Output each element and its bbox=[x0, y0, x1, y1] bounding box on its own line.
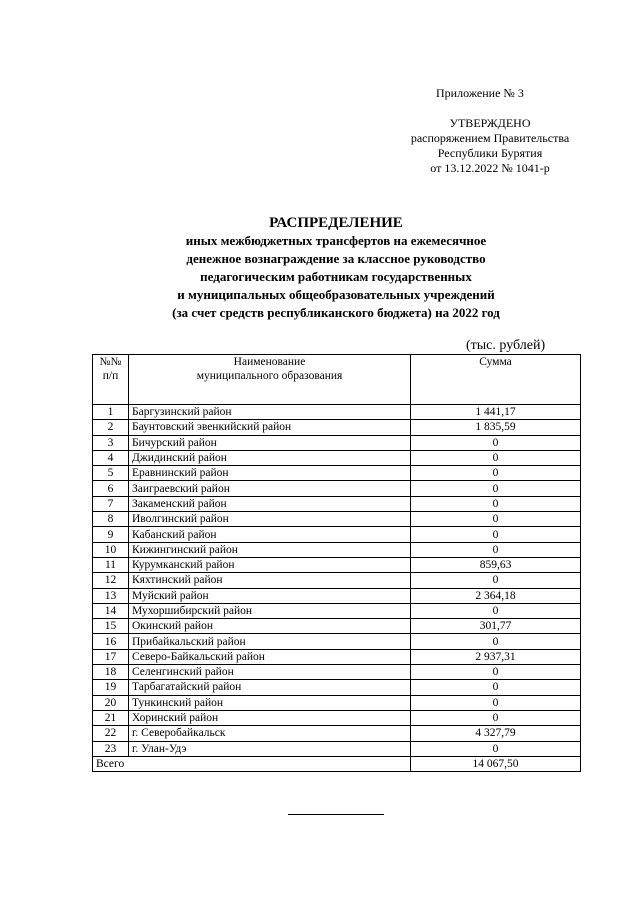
table-row bbox=[93, 420, 581, 435]
row-sum: 1 441,17 bbox=[411, 405, 581, 420]
row-number: 3 bbox=[93, 435, 129, 450]
table-row bbox=[93, 710, 581, 725]
row-municipality: Хоринский район bbox=[129, 710, 411, 725]
row-municipality: Заиграевский район bbox=[129, 481, 411, 496]
row-number: 14 bbox=[93, 603, 129, 618]
row-sum: 0 bbox=[411, 665, 581, 680]
row-number: 11 bbox=[93, 557, 129, 572]
row-sum: 0 bbox=[411, 741, 581, 756]
table-row bbox=[93, 496, 581, 511]
header-num bbox=[93, 355, 129, 405]
table-row bbox=[93, 542, 581, 557]
row-municipality: Тункинский район bbox=[129, 695, 411, 710]
row-sum: 0 bbox=[411, 542, 581, 557]
row-number: 9 bbox=[93, 527, 129, 542]
row-municipality: Курумканский район bbox=[129, 557, 411, 572]
approved-stamp: УТВЕРЖДЕНО bbox=[449, 116, 531, 130]
table-row bbox=[93, 741, 581, 756]
subtitle-line: денежное вознаграждение за классное руководство bbox=[186, 251, 486, 266]
row-number: 19 bbox=[93, 680, 129, 695]
table-row bbox=[93, 603, 581, 618]
row-municipality: г. Северобайкальск bbox=[129, 726, 411, 741]
row-number: 20 bbox=[93, 695, 129, 710]
row-number: 7 bbox=[93, 496, 129, 511]
row-number: 17 bbox=[93, 649, 129, 664]
table-row bbox=[93, 527, 581, 542]
row-number: 16 bbox=[93, 634, 129, 649]
row-sum: 0 bbox=[411, 435, 581, 450]
row-number: 23 bbox=[93, 741, 129, 756]
row-sum: 0 bbox=[411, 466, 581, 481]
distribution-table bbox=[92, 354, 581, 772]
header-num-line-1: №№ bbox=[99, 356, 122, 368]
row-sum: 1 835,59 bbox=[411, 420, 581, 435]
header-num-line-2: п/п bbox=[102, 370, 119, 382]
row-municipality: Баргузинский район bbox=[129, 405, 411, 420]
row-number: 22 bbox=[93, 726, 129, 741]
table-row bbox=[93, 512, 581, 527]
row-number: 4 bbox=[93, 450, 129, 465]
header-sum: Сумма bbox=[411, 355, 581, 405]
closing-underline bbox=[288, 814, 384, 815]
total-sum: 14 067,50 bbox=[411, 756, 581, 771]
row-sum: 0 bbox=[411, 710, 581, 725]
row-sum: 859,63 bbox=[411, 557, 581, 572]
table-row bbox=[93, 466, 581, 481]
table-row bbox=[93, 695, 581, 710]
subtitle-line: педагогическим работникам государственных bbox=[200, 269, 472, 284]
row-number: 12 bbox=[93, 573, 129, 588]
row-sum: 0 bbox=[411, 695, 581, 710]
subtitle-line: иных межбюджетных трансфертов на ежемесячное bbox=[185, 233, 487, 248]
row-sum: 301,77 bbox=[411, 619, 581, 634]
approved-by-line-1: распоряжением Правительства bbox=[410, 131, 570, 145]
table-row bbox=[93, 588, 581, 603]
row-sum: 0 bbox=[411, 481, 581, 496]
row-municipality: Северо-Байкальский район bbox=[129, 649, 411, 664]
row-municipality: Баунтовский эвенкийский район bbox=[129, 420, 411, 435]
row-municipality: Кижингинский район bbox=[129, 542, 411, 557]
header-name-line-1: Наименование bbox=[233, 356, 306, 368]
row-number: 8 bbox=[93, 512, 129, 527]
row-sum: 2 937,31 bbox=[411, 649, 581, 664]
row-municipality: Кяхтинский район bbox=[129, 573, 411, 588]
table-row bbox=[93, 557, 581, 572]
row-number: 18 bbox=[93, 665, 129, 680]
table-row bbox=[93, 573, 581, 588]
table-header-row bbox=[93, 355, 581, 405]
row-number: 13 bbox=[93, 588, 129, 603]
table-row bbox=[93, 450, 581, 465]
appendix-label: Приложение № 3 bbox=[436, 86, 524, 100]
approved-by-line-2: Республики Бурятия bbox=[437, 146, 543, 160]
row-sum: 0 bbox=[411, 527, 581, 542]
total-row bbox=[93, 756, 581, 771]
row-sum: 0 bbox=[411, 450, 581, 465]
row-municipality: Иволгинский район bbox=[129, 512, 411, 527]
table-row bbox=[93, 634, 581, 649]
row-number: 1 bbox=[93, 405, 129, 420]
approved-date: от 13.12.2022 № 1041-р bbox=[430, 161, 550, 175]
subtitle-line: и муниципальных общеобразовательных учреждений bbox=[177, 287, 495, 302]
table-row bbox=[93, 481, 581, 496]
row-number: 6 bbox=[93, 481, 129, 496]
row-municipality: Джидинский район bbox=[129, 450, 411, 465]
row-number: 5 bbox=[93, 466, 129, 481]
row-sum: 0 bbox=[411, 496, 581, 511]
row-municipality: Муйский район bbox=[129, 588, 411, 603]
row-sum: 0 bbox=[411, 680, 581, 695]
row-sum: 2 364,18 bbox=[411, 588, 581, 603]
document-title: РАСПРЕДЕЛЕНИЕ bbox=[269, 215, 403, 231]
table-row bbox=[93, 726, 581, 741]
row-number: 10 bbox=[93, 542, 129, 557]
row-number: 21 bbox=[93, 710, 129, 725]
row-municipality: Мухоршибирский район bbox=[129, 603, 411, 618]
approval-block bbox=[395, 116, 585, 176]
table-row bbox=[93, 649, 581, 664]
row-number: 2 bbox=[93, 420, 129, 435]
units-label: (тыс. рублей) bbox=[466, 338, 546, 353]
document-subtitle bbox=[0, 232, 640, 322]
subtitle-line: (за счет средств республиканского бюджета) на 2022 год bbox=[172, 305, 500, 320]
table-row bbox=[93, 435, 581, 450]
row-municipality: Еравнинский район bbox=[129, 466, 411, 481]
table-row bbox=[93, 680, 581, 695]
table-row bbox=[93, 405, 581, 420]
table-row bbox=[93, 665, 581, 680]
row-sum: 0 bbox=[411, 573, 581, 588]
row-municipality: Закаменский район bbox=[129, 496, 411, 511]
row-municipality: Прибайкальский район bbox=[129, 634, 411, 649]
total-label: Всего bbox=[93, 756, 411, 771]
row-sum: 4 327,79 bbox=[411, 726, 581, 741]
row-municipality: Селенгинский район bbox=[129, 665, 411, 680]
row-sum: 0 bbox=[411, 634, 581, 649]
row-sum: 0 bbox=[411, 603, 581, 618]
header-name bbox=[129, 355, 411, 405]
row-municipality: Кабанский район bbox=[129, 527, 411, 542]
row-municipality: г. Улан-Удэ bbox=[129, 741, 411, 756]
row-sum: 0 bbox=[411, 512, 581, 527]
row-number: 15 bbox=[93, 619, 129, 634]
row-municipality: Окинский район bbox=[129, 619, 411, 634]
row-municipality: Тарбагатайский район bbox=[129, 680, 411, 695]
table-row bbox=[93, 619, 581, 634]
row-municipality: Бичурский район bbox=[129, 435, 411, 450]
header-name-line-2: муниципального образования bbox=[196, 370, 343, 382]
